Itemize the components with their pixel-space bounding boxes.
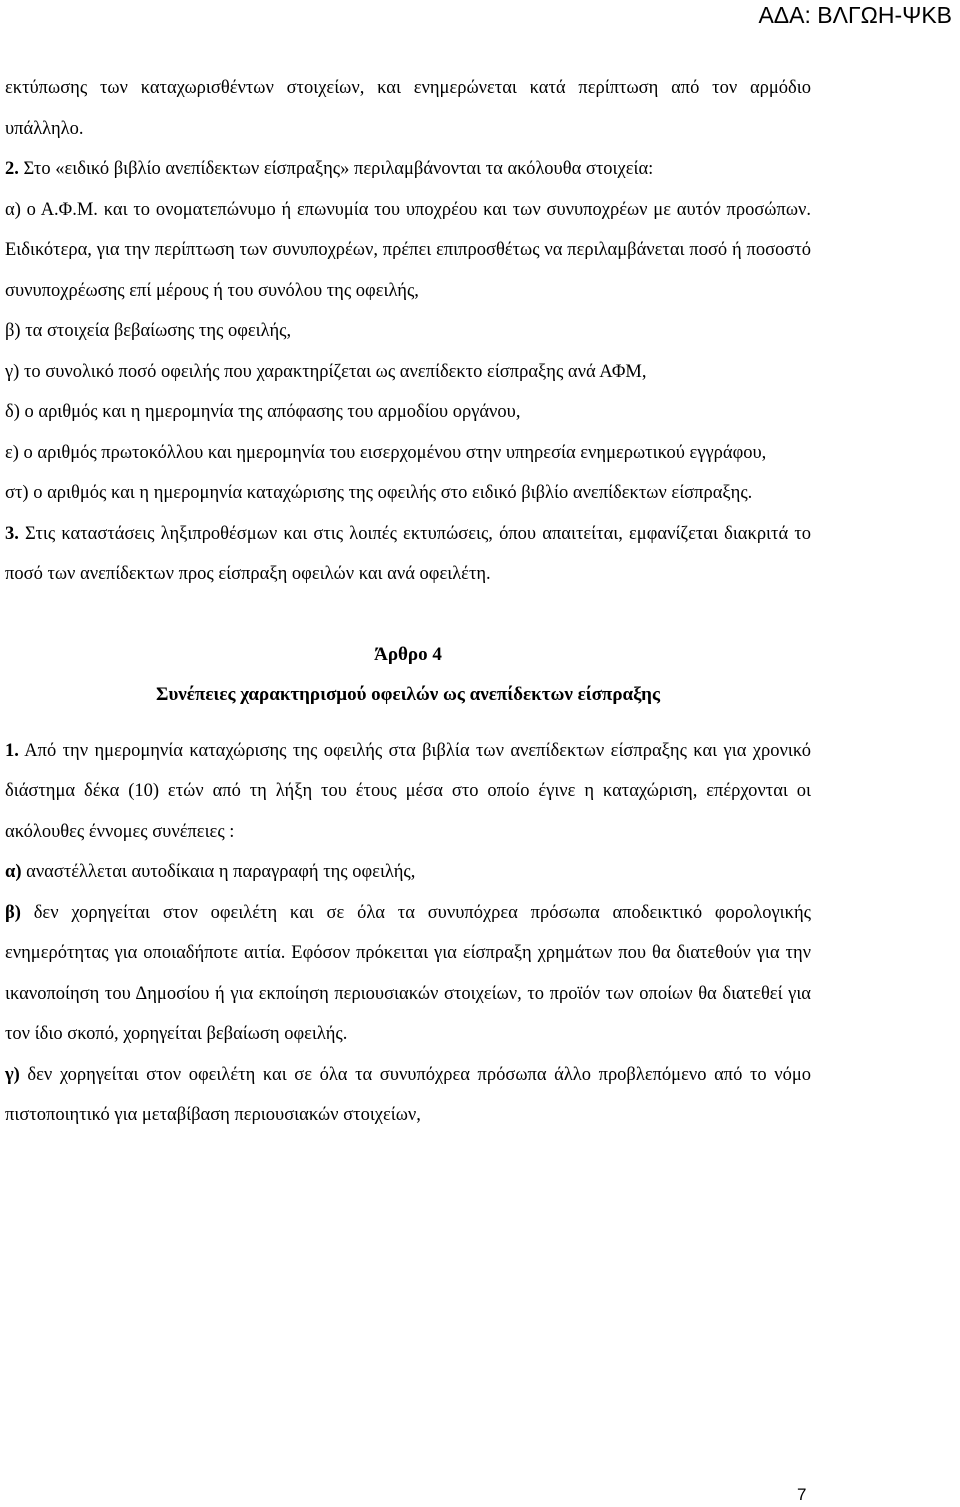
- item-d: δ) ο αριθμός και η ημερομηνία της απόφασης του αρμοδίου οργάνου,: [5, 402, 521, 422]
- article-item-b-text: δεν χορηγείται στον οφειλέτη και σε όλα τα συνυπόχρεα πρόσωπα αποδεικτικό φορολογικής ενημερότητας για οποιαδήποτε αιτία. Εφόσον πρόκειται για είσπραξη χρημάτων που θα διατεθούν για την ικανοποίηση του Δημοσίου ή για εκποίηση περιουσιακών στοιχείων, το προϊόν των οποίων θα διατεθεί για τον ίδιο σκοπό, χορηγείται βεβαίωση οφειλής.: [5, 902, 811, 1044]
- item-st: στ) ο αριθμός και η ημερομηνία καταχώρισης της οφειλής στο ειδικό βιβλίο ανεπίδεκτων είσπραξης.: [5, 483, 753, 503]
- paragraph-3-number: 3.: [5, 523, 19, 544]
- article-item-g-label: γ): [5, 1064, 20, 1085]
- paragraph-2-number: 2.: [5, 159, 19, 179]
- spacer: [5, 715, 811, 731]
- article-item-a-label: α): [5, 862, 22, 882]
- paragraph-2-text: Στο «ειδικό βιβλίο ανεπίδεκτων είσπραξης» περιλαμβάνονται τα ακόλουθα στοιχεία:: [18, 159, 654, 179]
- spacer: [5, 595, 811, 635]
- item-b: β) τα στοιχεία βεβαίωσης της οφειλής,: [5, 321, 292, 341]
- paragraph-3: [5, 514, 811, 595]
- item-c: γ) το συνολικό ποσό οφειλής που χαρακτηρίζεται ως ανεπίδεκτο είσπραξης ανά ΑΦΜ,: [5, 361, 647, 382]
- article-item-a-text: αναστέλλεται αυτοδίκαια η παραγραφή της οφειλής,: [21, 862, 416, 882]
- article-item-b: [5, 893, 811, 1055]
- item-e: ε) ο αριθμός πρωτοκόλλου και ημερομηνία του εισερχομένου στην υπηρεσία ενημερωτικού εγγράφου,: [5, 442, 767, 463]
- paragraph-3-text: Στις καταστάσεις ληξιπροθέσμων και στις λοιπές εκτυπώσεις, όπου απαιτείται, εμφανίζεται διακριτά το ποσό των ανεπίδεκτων προς είσπραξη οφειλών και ανά οφειλέτη.: [5, 523, 811, 584]
- article-paragraph-1: [5, 731, 811, 853]
- article-item-g: [5, 1055, 811, 1136]
- item-a: α) ο Α.Φ.Μ. και το ονοματεπώνυμο ή επωνυμία του υποχρέου και των συνυποχρέων με αυτόν προσώπων. Ειδικότερα, για την περίπτωση των συνυποχρέων, πρέπει επιπροσθέτως να περιλαμβάνεται ποσό ή ποσοστό συνυποχρέωσης επί μέρους ή του συνόλου της οφειλής,: [5, 199, 811, 301]
- article-item-a: [5, 852, 811, 893]
- article-title: Άρθρο 4: [374, 643, 442, 665]
- article-item-g-text: δεν χορηγείται στον οφειλέτη και σε όλα τα συνυπόχρεα πρόσωπα άλλο προβλεπόμενο από το νόμο πιστοποιητικό για μεταβίβαση περιουσιακών στοιχείων,: [5, 1064, 811, 1125]
- article-item-b-label: β): [5, 902, 21, 923]
- paragraph-2: [5, 149, 811, 190]
- page-number: 7: [797, 1485, 807, 1504]
- article-subtitle: Συνέπειες χαρακτηρισμού οφειλών ως ανεπίδεκτων είσπραξης: [156, 683, 660, 705]
- article-paragraph-1-text: Από την ημερομηνία καταχώρισης της οφειλής στα βιβλία των ανεπίδεκτων είσπραξης και για χρονικό διάστημα δέκα (10) ετών από τη λήξη του έτους μέσα στο οποίο έγινε η καταχώριση, επέρχονται οι ακόλουθες έννομες συνέπειες :: [5, 740, 811, 842]
- article-paragraph-1-number: 1.: [5, 740, 19, 761]
- paragraph-intro: εκτύπωσης των καταχωρισθέντων στοιχείων, και ενημερώνεται κατά περίπτωση από τον αρμόδιο υπάλληλο.: [5, 78, 811, 139]
- document-body: [5, 68, 811, 1136]
- ada-identifier: ΑΔΑ: ΒΛΓΩΗ-ΨΚΒ: [758, 2, 952, 28]
